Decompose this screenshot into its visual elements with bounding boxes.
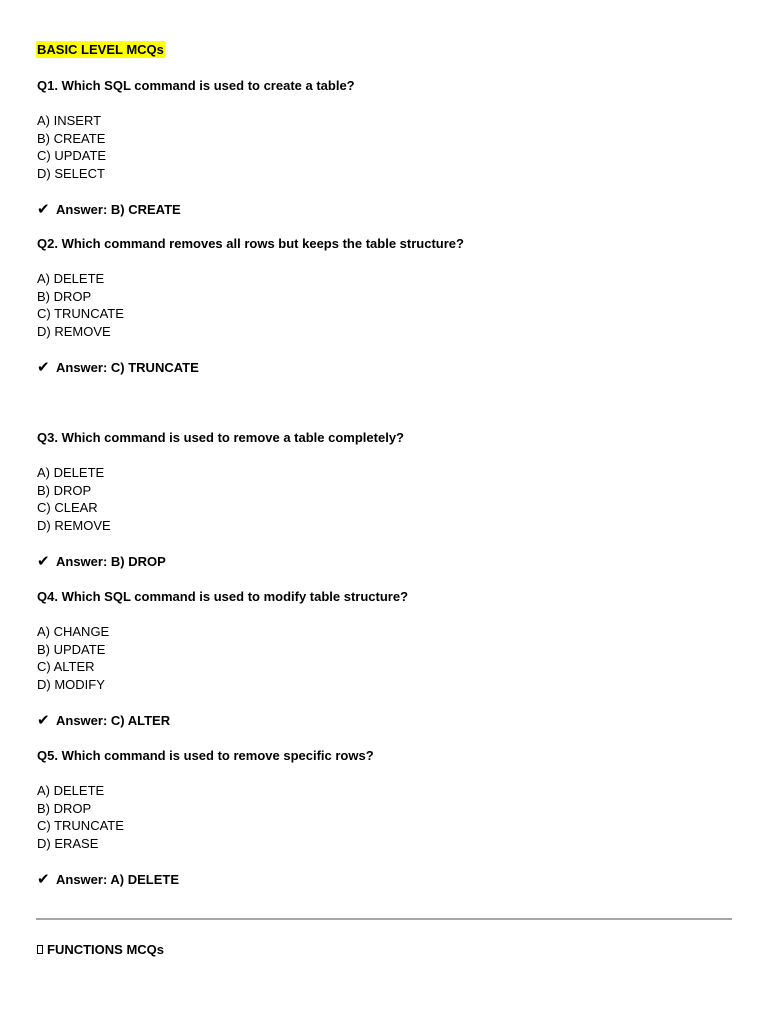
option-c: C) ALTER bbox=[37, 659, 95, 675]
option-list bbox=[37, 112, 737, 183]
option-d: D) REMOVE bbox=[37, 518, 111, 534]
option-b: B) CREATE bbox=[37, 130, 106, 146]
option-c: C) UPDATE bbox=[37, 148, 107, 164]
answer-line bbox=[37, 201, 737, 218]
question-block bbox=[37, 77, 737, 218]
option-b: B) DROP bbox=[37, 288, 92, 304]
option-b: B) UPDATE bbox=[37, 641, 106, 657]
question-text: Q2. Which command removes all rows but keeps the table structure? bbox=[37, 236, 464, 251]
answer-text: Answer: C) TRUNCATE bbox=[56, 359, 199, 375]
question-block bbox=[37, 747, 737, 888]
question-text: Q1. Which SQL command is used to create a table? bbox=[37, 78, 355, 93]
option-a: A) DELETE bbox=[37, 271, 105, 286]
option-d: D) SELECT bbox=[37, 166, 105, 182]
question-block bbox=[37, 235, 737, 376]
answer-text: Answer: B) DROP bbox=[56, 553, 166, 569]
option-c: C) CLEAR bbox=[37, 500, 98, 516]
answer-line bbox=[37, 359, 737, 376]
question-text: Q4. Which SQL command is used to modify table structure? bbox=[37, 589, 409, 604]
option-d: D) REMOVE bbox=[37, 324, 111, 340]
next-section-label: FUNCTIONS MCQs bbox=[47, 942, 164, 957]
answer-text: Answer: C) ALTER bbox=[56, 712, 171, 728]
check-mark-icon: ✔ bbox=[37, 551, 50, 570]
option-list bbox=[37, 782, 737, 853]
missing-glyph-icon bbox=[37, 945, 43, 954]
option-c: C) TRUNCATE bbox=[37, 818, 124, 834]
option-a: A) INSERT bbox=[37, 113, 102, 128]
question-text: Q3. Which command is used to remove a table completely? bbox=[37, 430, 404, 445]
option-list bbox=[37, 270, 737, 341]
option-a: A) CHANGE bbox=[37, 624, 110, 639]
horizontal-divider bbox=[36, 918, 732, 920]
answer-text: Answer: B) CREATE bbox=[56, 201, 181, 217]
question-block bbox=[37, 429, 737, 570]
option-list bbox=[37, 464, 737, 535]
answer-text: Answer: A) DELETE bbox=[56, 871, 180, 887]
answer-line bbox=[37, 712, 737, 729]
question-block bbox=[37, 588, 737, 729]
question-text: Q5. Which command is used to remove specific rows? bbox=[37, 748, 374, 763]
option-d: D) ERASE bbox=[37, 836, 99, 852]
answer-line bbox=[37, 553, 737, 570]
option-a: A) DELETE bbox=[37, 465, 105, 480]
option-b: B) DROP bbox=[37, 800, 92, 816]
answer-line bbox=[37, 871, 737, 888]
option-c: C) TRUNCATE bbox=[37, 306, 124, 322]
check-mark-icon: ✔ bbox=[37, 199, 50, 218]
option-d: D) MODIFY bbox=[37, 677, 105, 693]
check-mark-icon: ✔ bbox=[37, 710, 50, 729]
check-mark-icon: ✔ bbox=[37, 869, 50, 888]
section-heading: BASIC LEVEL MCQs bbox=[37, 42, 164, 57]
next-section-title bbox=[37, 941, 164, 958]
option-b: B) DROP bbox=[37, 482, 92, 498]
option-a: A) DELETE bbox=[37, 783, 105, 798]
option-list bbox=[37, 623, 737, 694]
check-mark-icon: ✔ bbox=[37, 357, 50, 376]
